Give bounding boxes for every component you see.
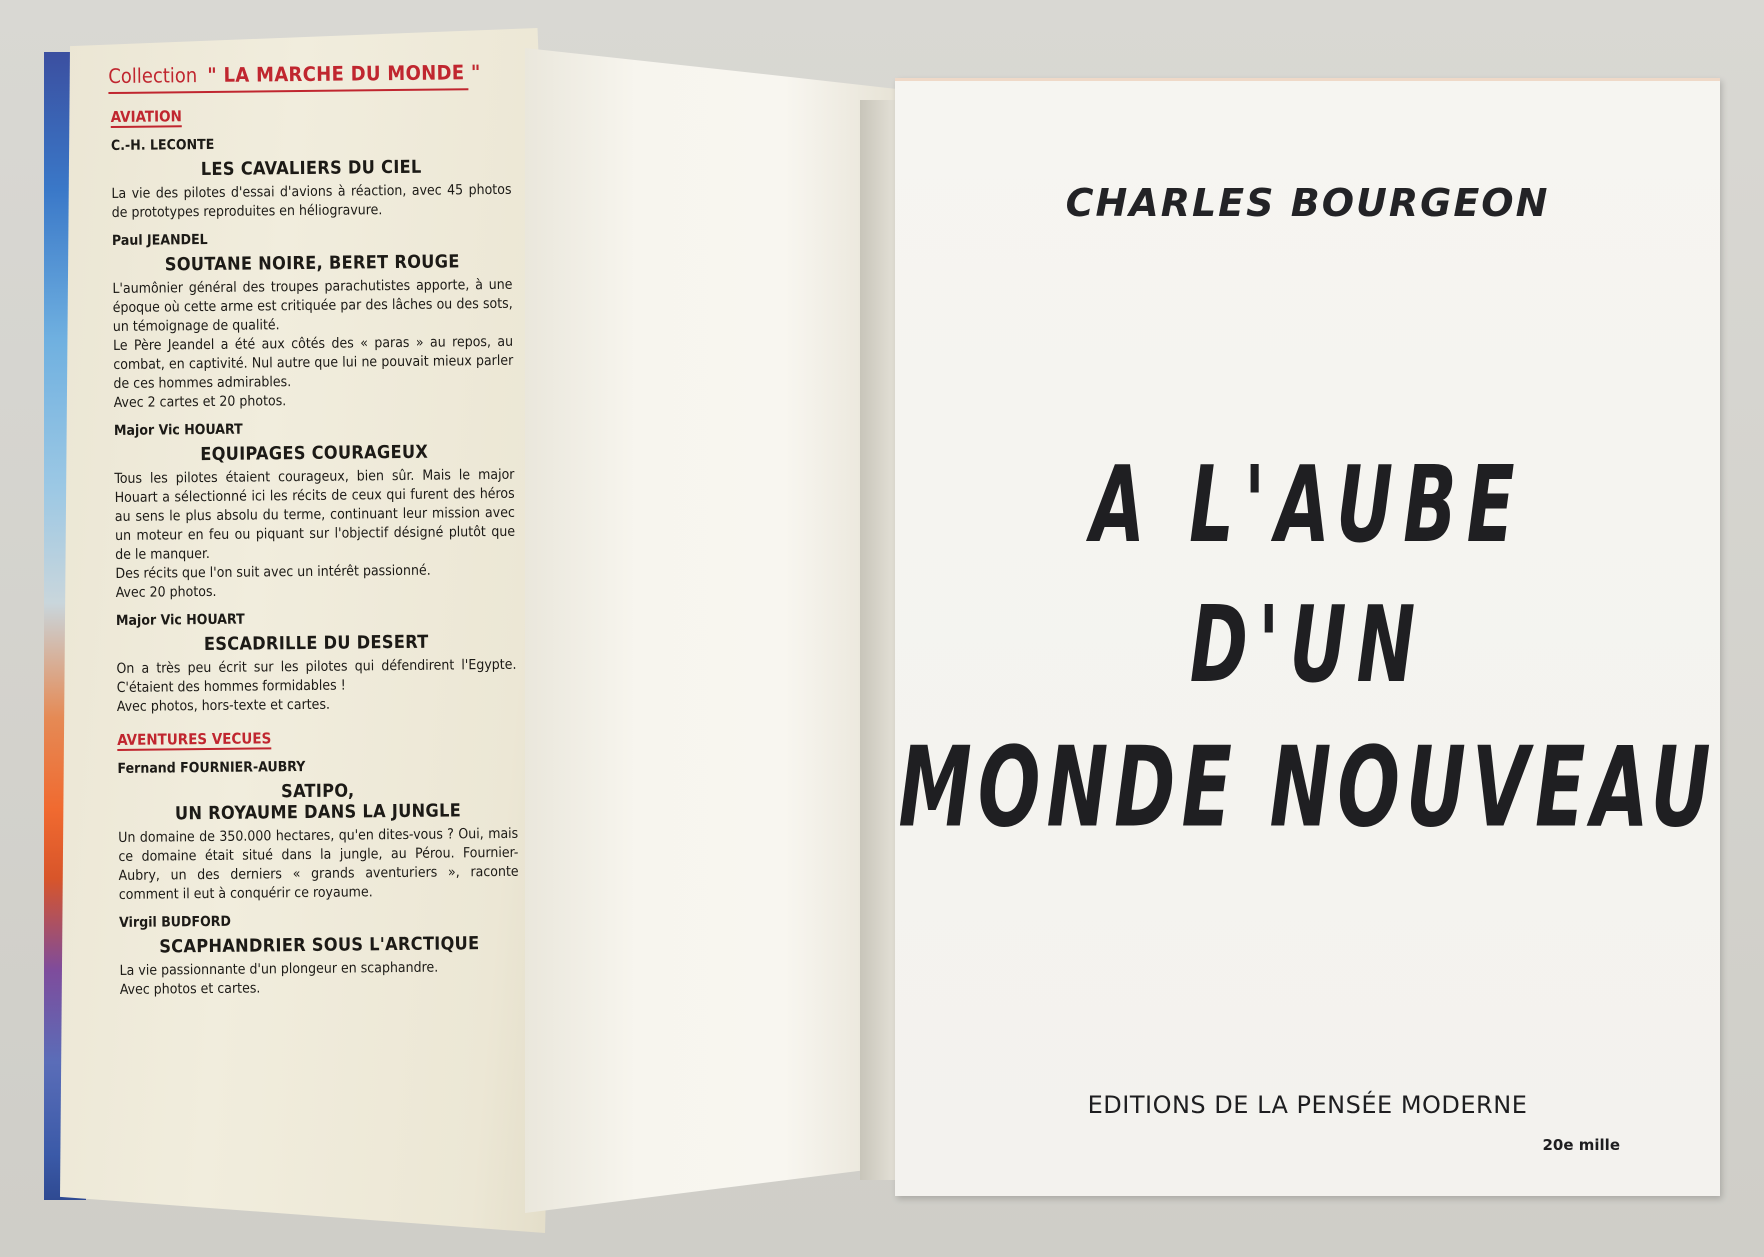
book-entry-title: SATIPO, UN ROYAUME DANS LA JUNGLE (174, 780, 462, 825)
publisher-name: EDITIONS DE LA PENSÉE MODERNE (1087, 1091, 1528, 1119)
book-entry (117, 757, 518, 905)
collection-prefix: Collection (108, 63, 198, 89)
book-gutter (860, 100, 900, 1180)
book-entry (114, 419, 516, 603)
book-author: CHARLES BOURGEON (1065, 181, 1550, 225)
book-entry-title: SCAPHANDRIER SOUS L'ARCTIQUE (159, 933, 480, 958)
book-entry-author: Fernand FOURNIER-AUBRY (117, 758, 306, 777)
book-title-line-1: A L'AUBE (1090, 445, 1525, 567)
flap-sections (110, 90, 519, 1000)
book-entry-description: Un domaine de 350.000 hectares, qu'en dites-vous ? Oui, mais ce domaine était situé dans la jungle, au Pérou. Fournier-Aubry, un des derniers « grands aventuriers », raconte comment il eut à conquérir ce royaume. (118, 825, 519, 903)
book-entry (116, 609, 517, 717)
book-entry-title: EQUIPAGES COURAGEUX (200, 441, 429, 466)
book-title-line-2: D'UN (1189, 585, 1426, 707)
book-entry (119, 911, 520, 1000)
book-entry-title: LES CAVALIERS DU CIEL (200, 156, 422, 181)
book-entry-title: SOUTANE NOIRE, BERET ROUGE (164, 251, 460, 276)
book-entry-author: Major Vic HOUART (115, 611, 245, 629)
collection-name: " LA MARCHE DU MONDE " (207, 60, 481, 87)
book-entry-author: Paul JEANDEL (111, 231, 208, 249)
edition-note: 20e mille (1542, 1136, 1620, 1154)
flap-book-list (110, 48, 520, 1000)
book-entry-description: La vie des pilotes d'essai d'avions à réaction, avec 45 photos de prototypes reproduites en héliogravure. (111, 181, 512, 221)
inner-jacket-page (525, 48, 895, 1213)
section-heading: AVIATION (110, 107, 182, 126)
book-entry-title: ESCADRILLE DU DESERT (203, 631, 429, 656)
book-entry-description: L'aumônier général des troupes parachutistes apporte, à une époque où cette arme est critiquée par des lâches ou des sots, un témoignage de qualité. Le Père Jeandel a été aux côtés des « paras » au repos, au combat, en captivité. Nul autre que lui ne pouvait mieux parler de ces hommes admirables. Avec 2 cartes et 20 photos. (112, 276, 514, 411)
book-entry-description: On a très peu écrit sur les pilotes qui défendirent l'Egypte. C'étaient des hommes formidables ! Avec photos, hors-texte et cartes. (116, 656, 517, 715)
title-page (895, 78, 1720, 1196)
book-entry-author: Major Vic HOUART (113, 421, 243, 439)
book-entry (111, 134, 512, 223)
book-entry-description: La vie passionnante d'un plongeur en scaphandre. Avec photos et cartes. (119, 959, 439, 998)
book-entry (112, 229, 514, 413)
book-entry-author: Virgil BUDFORD (119, 913, 232, 931)
book-entry-description: Tous les pilotes étaient courageux, bien sûr. Mais le major Houart a sélectionné ici les récits de ceux qui furent des héros au sens le plus absolu du terme, continuant leur mission avec un moteur en feu ou piquant sur l'objectif désigné plutôt que de le manquer. Des récits que l'on suit avec un intérêt passionné. Avec 20 photos. (114, 466, 516, 601)
book-entry-author: C.-H. LECONTE (110, 136, 215, 154)
section-heading: AVENTURES VECUES (117, 729, 272, 749)
collection-header (108, 60, 510, 88)
book-title-line-3: MONDE NOUVEAU (898, 724, 1717, 853)
